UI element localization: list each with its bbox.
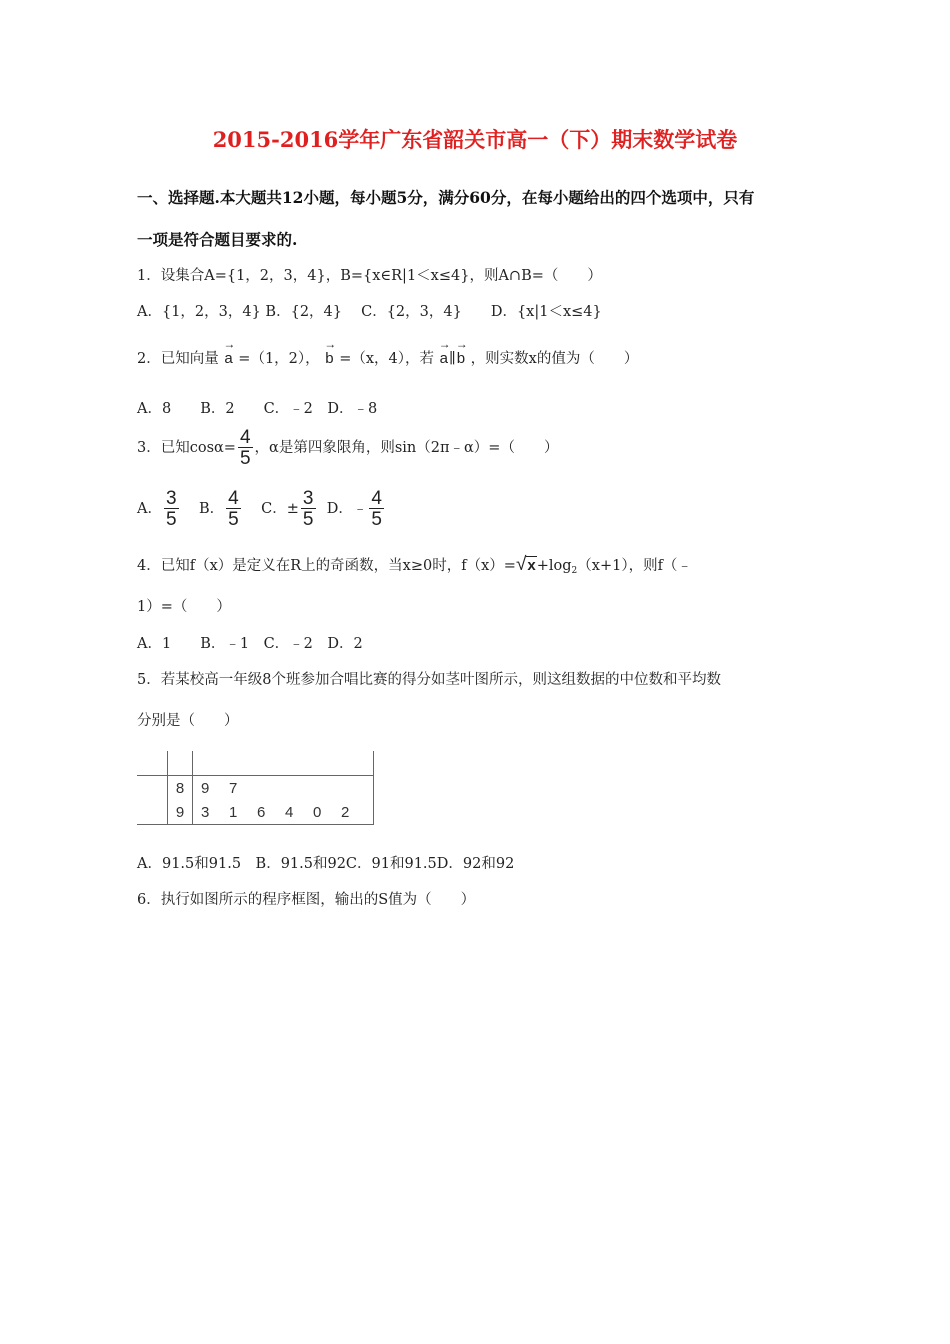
fraction: $\frac{4}{5}$ bbox=[228, 488, 239, 530]
question-1-stem: 1．设集合A={1，2，3，4}，B={x∈R|1＜x≤4}，则A∩B=（ ） bbox=[137, 268, 602, 284]
leaf-value: 3 bbox=[201, 803, 210, 821]
question-2-stem bbox=[137, 337, 639, 368]
question-5-stem: 5．若某校高一年级8个班参加合唱比赛的得分如茎叶图所示，则这组数据的中位数和平均数 bbox=[137, 672, 721, 688]
leaf-value: 4 bbox=[285, 803, 294, 821]
leaf-value: 6 bbox=[257, 803, 266, 821]
fraction: $\frac{3}{5}$ bbox=[302, 488, 314, 530]
section-heading-line1: 一、选择题.本大题共12小题，每小题5分，满分60分，在每小题给出的四个选项中，只有 bbox=[137, 188, 755, 207]
fraction: $\frac{3}{5}$ bbox=[165, 488, 177, 530]
vector-arrow-icon: → bbox=[223, 337, 236, 351]
question-4-stem-line2: 1）=（ ） bbox=[137, 599, 231, 615]
question-4-options: A．1 B．﹣1 C．﹣2 D．2 bbox=[137, 636, 363, 652]
stem-leaf-row bbox=[137, 776, 374, 801]
question-5-stem-line2: 分别是（ ） bbox=[137, 713, 239, 729]
stem-leaf-row bbox=[137, 800, 374, 825]
section-heading-line2: 一项是符合题目要求的. bbox=[137, 230, 298, 249]
question-1-options: A．{1，2，3，4} B．{2，4} C．{2，3，4} D．{x|1＜x≤4} bbox=[137, 304, 602, 320]
leaf-value: 1 bbox=[229, 803, 238, 821]
vector-b: → b bbox=[324, 337, 337, 367]
fraction: $\frac{4}{5}$ bbox=[371, 488, 382, 530]
vector-b: → b bbox=[455, 337, 468, 367]
leaf-value: 0 bbox=[313, 803, 322, 821]
fraction: $\frac{4}{5}$ bbox=[239, 427, 251, 469]
question-4-stem: 4．已知f（x）是定义在R上的奇函数，当x≥0时，$f(x)=√x+\log_2(x+1)$，则f（﹣ bbox=[137, 554, 692, 576]
stem-value: 8 bbox=[168, 776, 193, 801]
question-3-stem: 3．已知cosα= $\frac{4}{5}$ ，α是第四象限角，则sin（2π﹣α）=（ ） bbox=[137, 427, 559, 469]
question-5-options: A．91.5和91.5 B．91.5和92C．91和91.5D．92和92 bbox=[137, 856, 515, 872]
question-2-options: A．8 B．2 C．﹣2 D．﹣8 bbox=[137, 401, 378, 417]
square-root: √x bbox=[515, 554, 536, 575]
leaf-value: 9 bbox=[201, 779, 210, 797]
vector-arrow-icon: → bbox=[324, 337, 337, 351]
stem-value: 9 bbox=[168, 800, 193, 825]
q2-suffix: ，则实数x的值为（ ） bbox=[470, 351, 639, 367]
question-6-stem: 6．执行如图所示的程序框图，输出的S值为（ ） bbox=[137, 892, 476, 908]
leaf-value: 7 bbox=[229, 779, 238, 797]
vector-arrow-icon: → bbox=[455, 337, 468, 351]
q2-part1: =（1，2）， bbox=[238, 351, 320, 367]
parallel-symbol: ∥ bbox=[448, 351, 456, 367]
leaf-value: 2 bbox=[341, 803, 350, 821]
page-title: 2015-2016学年广东省韶关市高一（下）期末数学试卷 bbox=[212, 127, 738, 152]
vector-a: → a bbox=[438, 337, 451, 367]
question-3-options: A． $\frac{3}{5}$ B． $\frac{4}{5}$ C．± $\frac{3}{5}$ D．﹣ $\frac{4}{5}$ bbox=[137, 488, 382, 530]
q2-part2: =（x，4），若 bbox=[339, 351, 435, 367]
stem-and-leaf-plot bbox=[137, 751, 374, 825]
vector-a: → a bbox=[223, 337, 236, 367]
vector-arrow-icon: → bbox=[438, 337, 451, 351]
q2-prefix: 2．已知向量 bbox=[137, 351, 219, 367]
